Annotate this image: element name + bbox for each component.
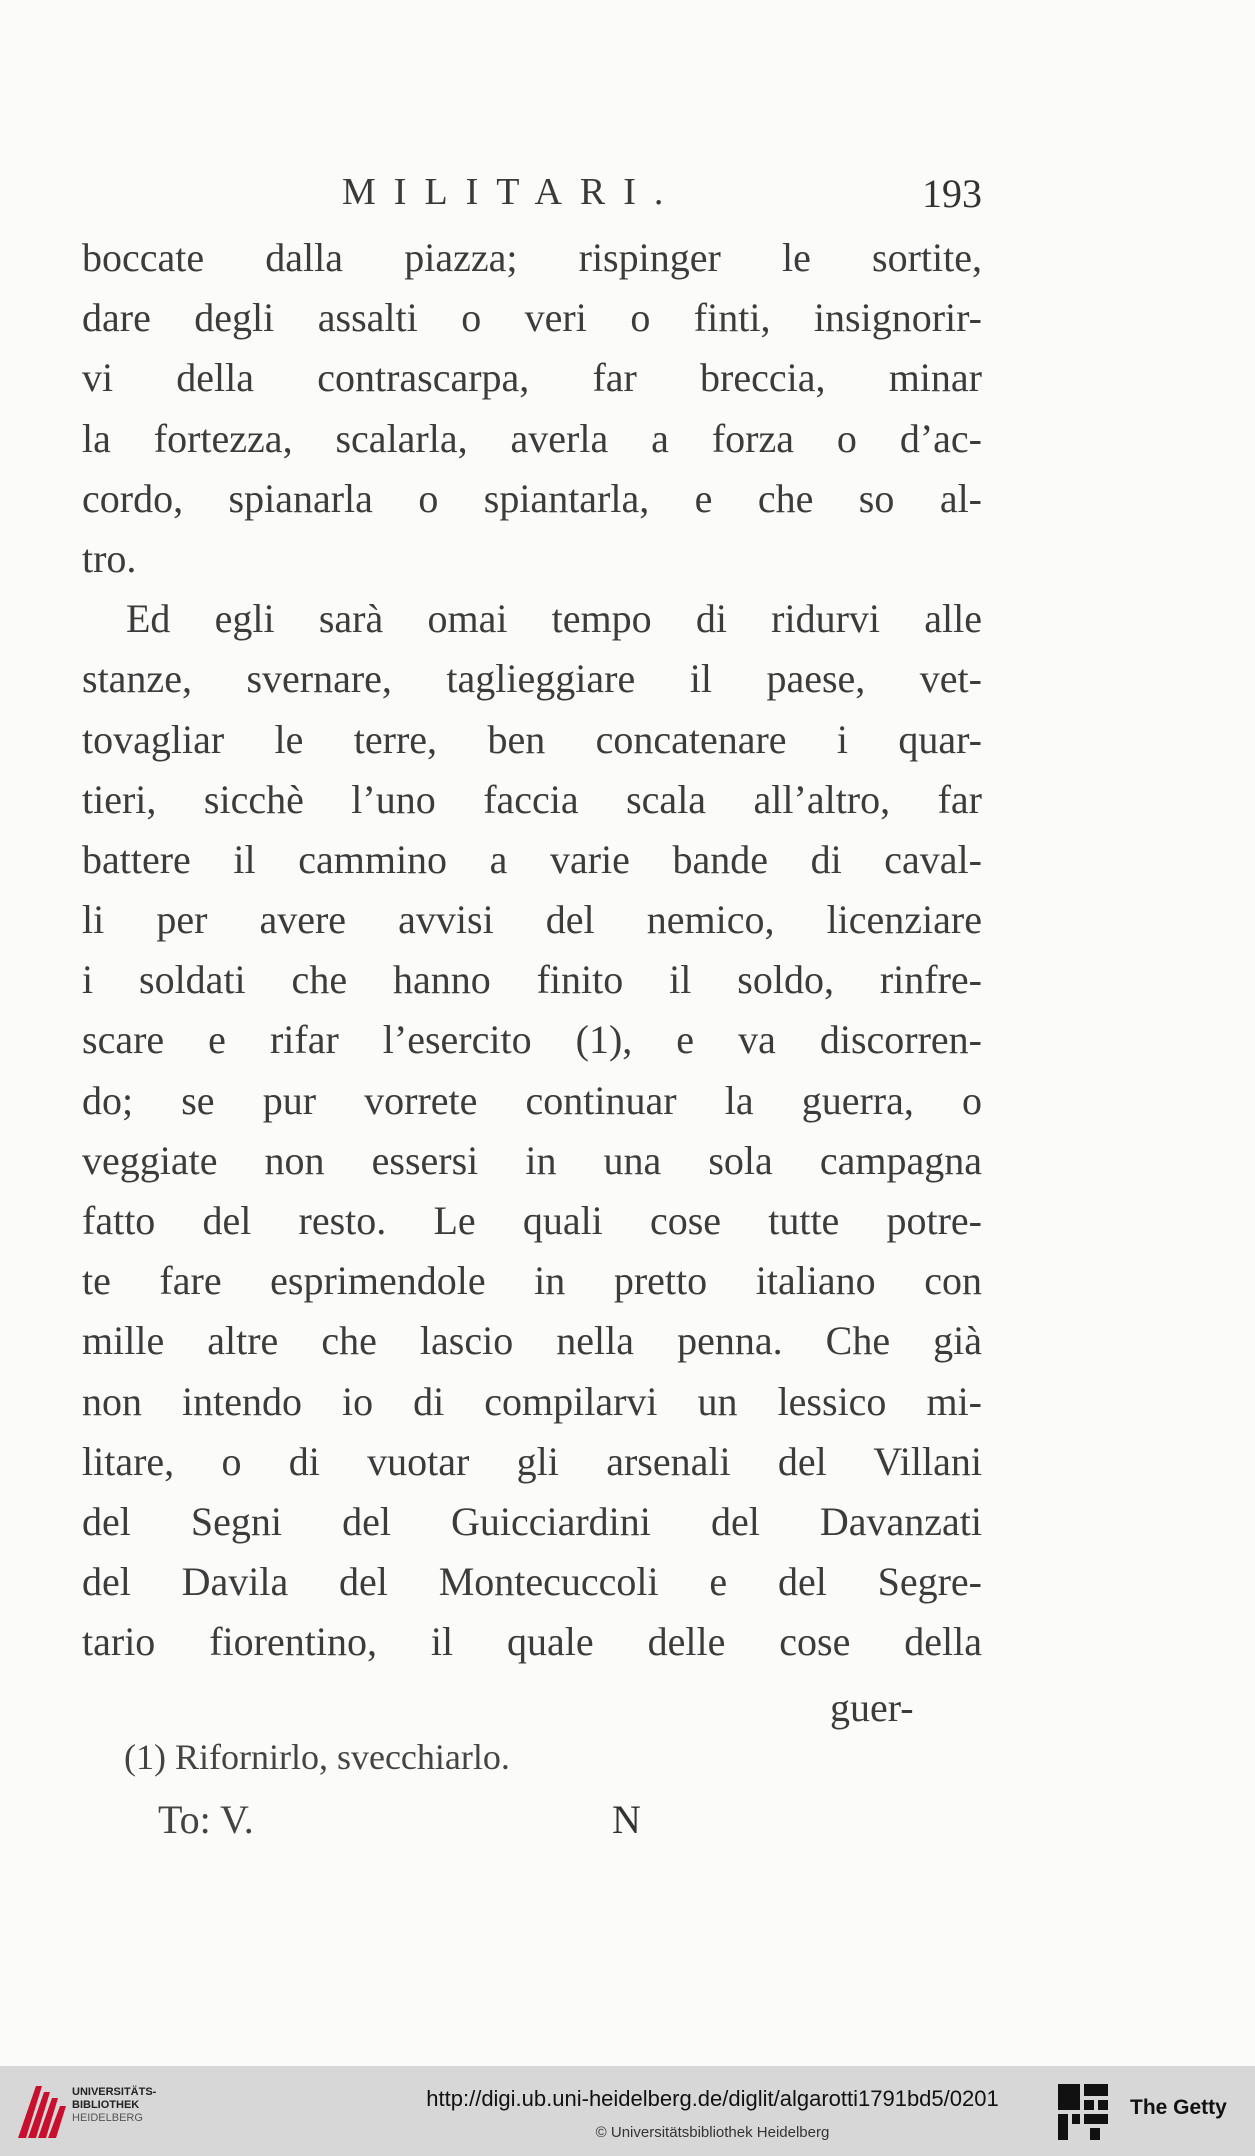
text-line: scare e rifar l’esercito (1), e va discorren-: [82, 1017, 982, 1063]
text-line: del Davila del Montecuccoli e del Segre-: [82, 1559, 982, 1605]
copyright-notice: © Universitätsbibliothek Heidelberg: [595, 2124, 830, 2141]
catchword: guer-: [830, 1685, 914, 1730]
text-line: mille altre che lascio nella penna. Che già: [82, 1318, 982, 1364]
signature-mark: To: V.: [158, 1797, 254, 1842]
text-line: vi della contrascarpa, far breccia, minar: [82, 355, 982, 401]
text-line: cordo, spianarla o spiantarla, e che so al-: [82, 475, 982, 521]
text-line: tieri, sicchè l’uno faccia scala all’altro, far: [82, 776, 982, 822]
text-line: do; se pur vorrete continuar la guerra, o: [82, 1077, 982, 1123]
text-line: veggiate non essersi in una sola campagna: [82, 1137, 982, 1183]
institution-line: UNIVERSITÄTS-: [72, 2086, 157, 2098]
institution-line: HEIDELBERG: [72, 2112, 143, 2124]
text-line: tovagliar le terre, ben concatenare i quar-: [82, 716, 982, 762]
text-line: i soldati che hanno finito il soldo, rinfre-: [82, 957, 982, 1003]
text-line: stanze, svernare, taglieggiare il paese, vet-: [82, 656, 982, 702]
text-line: dare degli assalti o veri o finti, insignorir-: [82, 295, 982, 341]
text-line: non intendo io di compilarvi un lessico mi-: [82, 1378, 982, 1424]
text-line: tario fiorentino, il quale delle cose della: [82, 1619, 982, 1665]
text-line: te fare esprimendole in pretto italiano con: [82, 1258, 982, 1304]
body-text: [82, 228, 982, 1673]
text-line: litare, o di vuotar gli arsenali del Villani: [82, 1438, 982, 1484]
page-number: 193: [922, 171, 982, 216]
text-line: fatto del resto. Le quali cose tutte potre-: [82, 1198, 982, 1243]
gathering-mark: N: [612, 1797, 641, 1842]
partner-name: The Getty: [1130, 2096, 1227, 2119]
running-head: [82, 170, 982, 230]
viewer-footer: [0, 2066, 1255, 2156]
institution-line: BIBLIOTHEK: [72, 2099, 140, 2111]
text-line: li per avere avvisi del nemico, licenziare: [82, 897, 982, 943]
text-line: la fortezza, scalarla, averla a forza o d’ac-: [82, 415, 982, 461]
text-line: battere il cammino a varie bande di caval-: [82, 836, 982, 882]
text-line: del Segni del Guicciardini del Davanzati: [82, 1498, 982, 1544]
text-line: boccate dalla piazza; rispinger le sortite,: [82, 235, 982, 280]
text-line: tro.: [82, 535, 137, 581]
running-title: MILITARI.: [342, 171, 682, 213]
getty-logo-icon: [1056, 2082, 1110, 2142]
text-line: Ed egli sarà omai tempo di ridurvi alle: [126, 596, 982, 642]
document-url-link[interactable]: http://digi.ub.uni-heidelberg.de/diglit/algarotti1791bd5/0201: [426, 2086, 999, 2111]
footnote: (1) Rifornirlo, svecchiarlo.: [124, 1737, 510, 1777]
